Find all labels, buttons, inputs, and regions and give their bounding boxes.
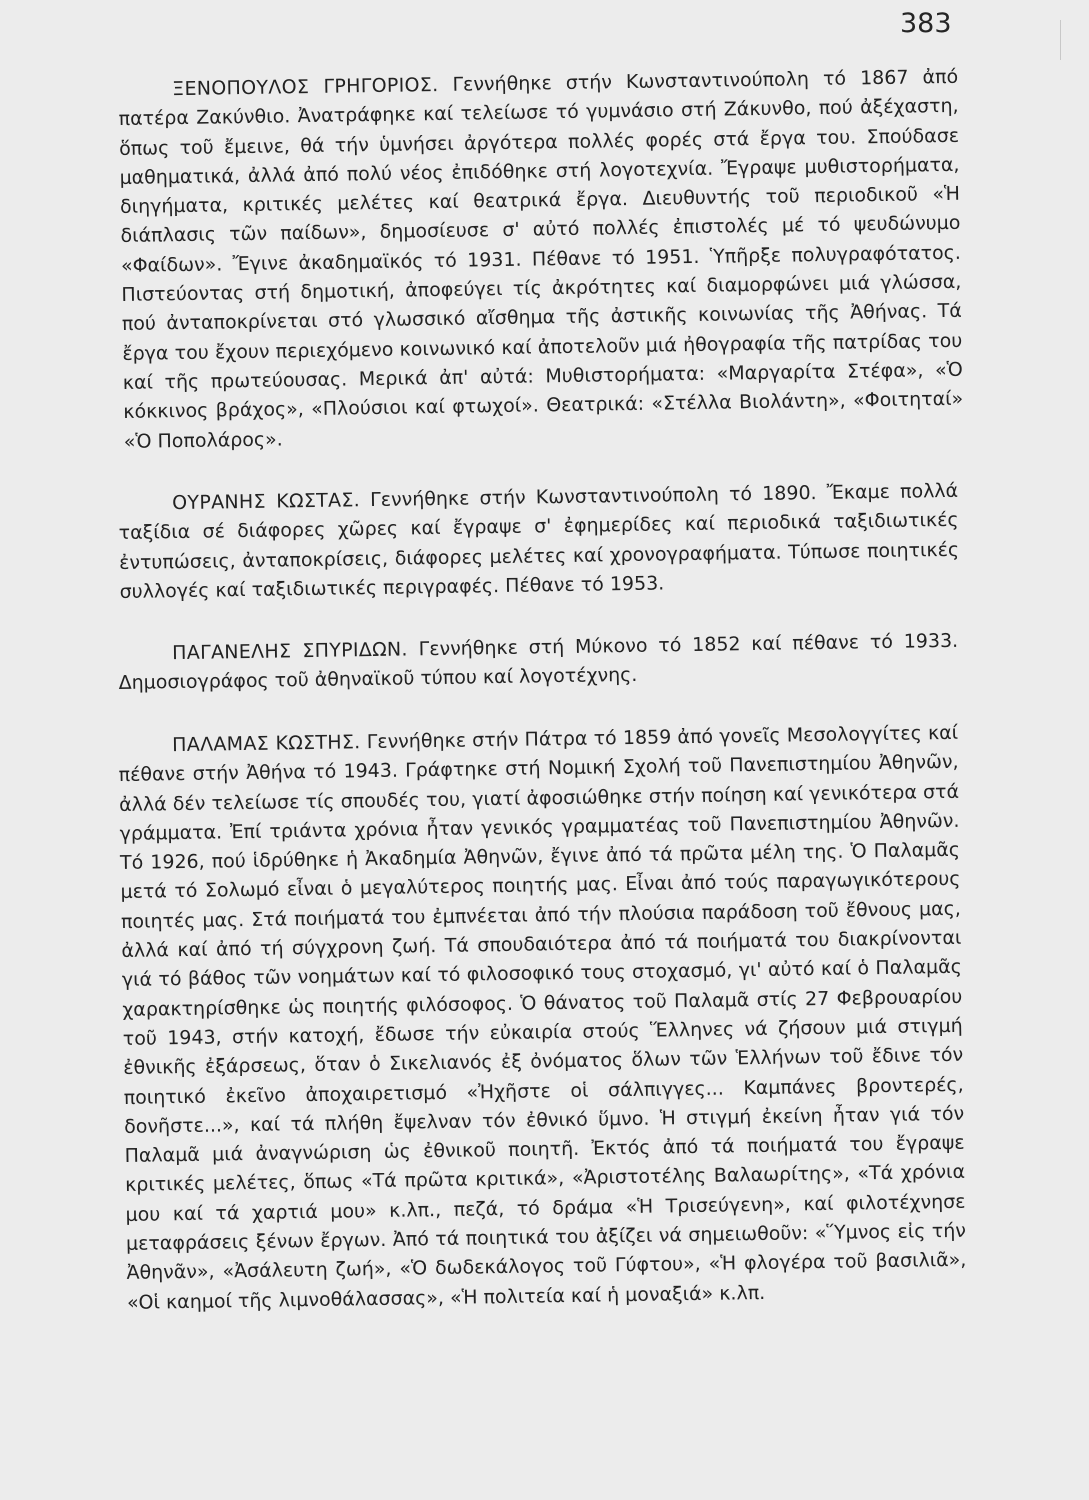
entry-paragraph	[118, 718, 967, 1317]
entry-paragraph	[118, 477, 960, 607]
page-content	[118, 65, 967, 1351]
page-number: 383	[900, 8, 952, 39]
entry-name: ΟΥΡΑΝΗΣ ΚΩΣΤΑΣ.	[172, 489, 361, 515]
entry-ouranis	[118, 479, 960, 607]
entry-name: ΠΑΛΑΜΑΣ ΚΩΣΤΗΣ.	[172, 730, 361, 756]
entry-palamas	[118, 721, 967, 1318]
entry-paragraph	[118, 627, 959, 699]
entry-text: Γεννήθηκε στή Μύκονο τό 1852 καί πέθανε τό 1933. Δημοσιογράφος τοῦ ἀθηναϊκοῦ τύπου καί λογοτέχνης.	[118, 629, 959, 695]
entry-text: Γεννήθηκε στήν Κωνσταντινούπολη τό 1867 ἀπό πατέρα Ζακύνθιο. Ἀνατράφηκε καί τελείωσε τό γυμνάσιο στή Ζάκυνθο, πού ἀξέχαστη, ὅπως τοῦ ἔμεινε, θά τήν ὑμνήσει ἀργότερα πολλές φορές στά ἔργα του. Σπούδασε μαθηματικά, ἀλλά ἀπό πολύ νέος ἐπιδόθηκε στή λογοτεχνία. Ἔγραψε μυθιστορήματα, διηγήματα, κριτικές μελέτες καί θεατρικά ἔργα. Διευθυντής τοῦ περιοδικοῦ «Ἡ διάπλασις τῶν παίδων», δημοσίευσε σ' αὐτό πολλές ἐπιστολές μέ τό ψευδώνυμο «Φαίδων». Ἔγινε ἀκαδημαϊκός τό 1931. Πέθανε τό 1951. Ὑπῆρξε πολυγραφότατος. Πιστεύοντας στή δημοτική, ἀποφεύγει τίς ἀκρότητες καί διαμορφώνει μιά γλώσσα, πού ἀνταποκρίνεται στό γλωσσικό αἴσθημα τῆς ἀστικῆς κοινωνίας τῆς Ἀθήνας. Τά ἔργα του ἔχουν περιεχόμενο κοινωνικό καί ἀποτελοῦν μιά ἠθογραφία τῆς πατρίδας του καί τῆς πρωτεύουσας. Μερικά ἀπ' αὐτά: Μυθιστορήματα: «Μαργαρίτα Στέφα», «Ὁ κόκκινος βράχος», «Πλούσιοι καί φτωχοί». Θεατρικά: «Στέλλα Βιολάντη», «Φοιτηταί» «Ὁ Ποπολάρος».	[118, 65, 964, 453]
entry-paragraph	[118, 63, 964, 457]
entry-name: ΠΑΓΑΝΕΛΗΣ ΣΠΥΡΙΔΩΝ.	[172, 638, 408, 665]
page-edge-mark	[1060, 20, 1061, 60]
entry-text: Γεννήθηκε στήν Πάτρα τό 1859 ἀπό γονεῖς Μεσολογγίτες καί πέθανε στήν Ἀθήνα τό 1943. Γράφτηκε στή Νομική Σχολή τοῦ Πανεπιστημίου Ἀθηνῶν, ἀλλά δέν τελείωσε τίς σπουδές του, γιατί ἀφοσιώθηκε στήν ποίηση καί γενικότερα στά γράμματα. Ἐπί τριάντα χρόνια ἦταν γενικός γραμματέας τοῦ Πανεπιστημίου Ἀθηνῶν. Τό 1926, πού ἱδρύθηκε ἡ Ἀκαδημία Ἀθηνῶν, ἔγινε ἀπό τά πρῶτα μέλη της. Ὁ Παλαμᾶς μετά τό Σολωμό εἶναι ὁ μεγαλύτερος ποιητής μας. Εἶναι ἀπό τούς παραγωγικότερους ποιητές μας. Στά ποιήματά του ἐμπνέεται ἀπό τήν πλούσια παράδοση τοῦ ἔθνους μας, ἀλλά καί ἀπό τή σύγχρονη ζωή. Τά σπουδαιότερα ἀπό τά ποιήματά του διακρίνονται γιά τό βάθος τῶν νοημάτων καί τό φιλοσοφικό τους στοχασμό, γι' αὐτό καί ὁ Παλαμᾶς χαρακτηρίσθηκε ὡς ποιητής φιλόσοφος. Ὁ θάνατος τοῦ Παλαμᾶ στίς 27 Φεβρουαρίου τοῦ 1943, στήν κατοχή, ἔδωσε τήν εὐκαιρία στούς Ἕλληνες νά ζήσουν μιά στιγμή ἐθνικῆς ἐξάρσεως, ὅταν ὁ Σικελιανός ἐξ ὀνόματος ὅλων τῶν Ἑλλήνων τοῦ ἔδινε τόν ποιητικό ἐκεῖνο ἀποχαιρετισμό «Ἠχῆστε οἱ σάλπιγγες... Καμπάνες βροντερές, δονῆστε...», καί τά πλήθη ἔψελναν τόν ἐθνικό ὕμνο. Ἡ στιγμή ἐκείνη ἦταν γιά τόν Παλαμᾶ μιά ἀναγνώριση ὡς ἐθνικοῦ ποιητῆ. Ἐκτός ἀπό τά ποιήματά του ἔγραψε κριτικές μελέτες, ὅπως «Τά πρῶτα κριτικά», «Ἀριστοτέλης Βαλαωρίτης», «Τά χρόνια μου καί τά χαρτιά μου» κ.λπ., πεζά, τό δράμα «Ἡ Τρισεύγενη», καί φιλοτέχνησε μεταφράσεις ξένων ἔργων. Ἀπό τά ποιητικά του ἀξίζει νά σημειωθοῦν: «Ὕμνος εἰς τήν Ἀθηνᾶν», «Ἀσάλευτη ζωή», «Ὁ δωδεκάλογος τοῦ Γύφτου», «Ἡ φλογέρα τοῦ βασιλιᾶ», «Οἱ καημοί τῆς λιμνοθάλασσας», «Ἡ πολιτεία καί ἡ μοναξιά» κ.λπ.	[118, 721, 967, 1314]
entry-xenopoulos	[118, 65, 964, 457]
entry-paganelis	[118, 629, 959, 699]
entry-name: ΞΕΝΟΠΟΥΛΟΣ ΓΡΗΓΟΡΙΟΣ.	[172, 73, 439, 101]
entry-text: Γεννήθηκε στήν Κωνσταντινούπολη τό 1890. Ἔκαμε πολλά ταξίδια σέ διάφορες χῶρες καί ἔγραψε σ' ἐφημερίδες καί περιοδικά ταξιδιωτικές ἐντυπώσεις, ἀνταποκρίσεις, διάφορες μελέτες καί χρονογραφήματα. Τύπωσε ποιητικές συλλογές καί ταξιδιωτικές περιγραφές. Πέθανε τό 1953.	[118, 479, 960, 603]
